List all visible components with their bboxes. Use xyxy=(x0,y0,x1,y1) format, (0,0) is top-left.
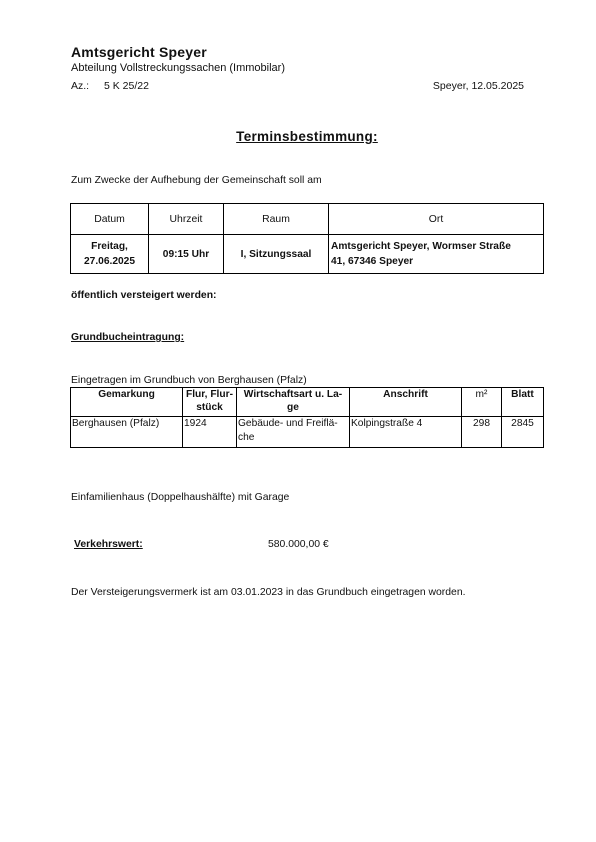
appointment-date-value: 27.06.2025 xyxy=(84,256,135,267)
header-wirtschaftsart xyxy=(237,388,350,417)
appointment-row xyxy=(71,235,544,274)
parcel-table xyxy=(70,387,544,448)
header-wirtschaft-line2: ge xyxy=(287,402,299,413)
department: Abteilung Vollstreckungssachen (Immobilar) xyxy=(71,62,285,74)
parcel-m2: 298 xyxy=(462,417,502,448)
header-flur xyxy=(183,388,237,417)
header-m2: m² xyxy=(462,388,502,417)
appointment-date xyxy=(71,235,149,274)
place-date: Speyer, 12.05.2025 xyxy=(432,80,524,92)
parcel-gemarkung: Berghausen (Pfalz) xyxy=(71,417,183,448)
file-number xyxy=(71,80,149,92)
parcel-wirtschaft-line2: che xyxy=(238,432,255,443)
appointment-place-line1: Amtsgericht Speyer, Wormser Straße xyxy=(331,241,511,252)
parcel-wirtschaft-line1: Gebäude- und Freiflä- xyxy=(238,418,338,429)
market-value-label: Verkehrswert: xyxy=(74,539,143,550)
header-wirtschaft-line1: Wirtschaftsart u. La- xyxy=(243,389,343,400)
header-datum: Datum xyxy=(71,204,149,235)
auction-statement: öffentlich versteigert werden: xyxy=(71,290,217,301)
parcel-wirtschaftsart xyxy=(237,417,350,448)
parcel-header-row xyxy=(71,388,544,417)
appointment-place-line2: 41, 67346 Speyer xyxy=(331,256,414,267)
file-number-value: 5 K 25/22 xyxy=(104,80,149,92)
land-register-heading: Grundbucheintragung: xyxy=(71,332,185,343)
intro-text: Zum Zwecke der Aufhebung der Gemeinschaft soll am xyxy=(71,175,322,186)
file-number-label: Az.: xyxy=(71,80,90,92)
document-title: Terminsbestimmung: xyxy=(236,129,378,144)
parcel-flur: 1924 xyxy=(183,417,237,448)
auction-note: Der Versteigerungsvermerk ist am 03.01.2023 in das Grundbuch eingetragen worden. xyxy=(71,587,466,598)
court-name: Amtsgericht Speyer xyxy=(71,44,207,60)
parcel-row xyxy=(71,417,544,448)
header-uhrzeit: Uhrzeit xyxy=(149,204,224,235)
parcel-blatt: 2845 xyxy=(502,417,544,448)
header-ort: Ort xyxy=(329,204,544,235)
header-flur-line2: stück xyxy=(196,402,223,413)
header-gemarkung: Gemarkung xyxy=(71,388,183,417)
header-blatt: Blatt xyxy=(502,388,544,417)
appointment-weekday: Freitag, xyxy=(91,241,128,252)
market-value: 580.000,00 € xyxy=(268,539,329,550)
land-register-text: Eingetragen im Grundbuch von Berghausen (Pfalz) xyxy=(71,375,307,386)
appointment-time: 09:15 Uhr xyxy=(149,235,224,274)
appointment-room: I, Sitzungssaal xyxy=(224,235,329,274)
parcel-anschrift: Kolpingstraße 4 xyxy=(350,417,462,448)
property-description: Einfamilienhaus (Doppelhaushälfte) mit Garage xyxy=(71,492,290,503)
header-anschrift: Anschrift xyxy=(350,388,462,417)
appointment-place xyxy=(329,235,544,274)
appointment-header-row xyxy=(71,204,544,235)
appointment-table xyxy=(70,203,544,274)
header-flur-line1: Flur, Flur- xyxy=(186,389,233,400)
header-raum: Raum xyxy=(224,204,329,235)
